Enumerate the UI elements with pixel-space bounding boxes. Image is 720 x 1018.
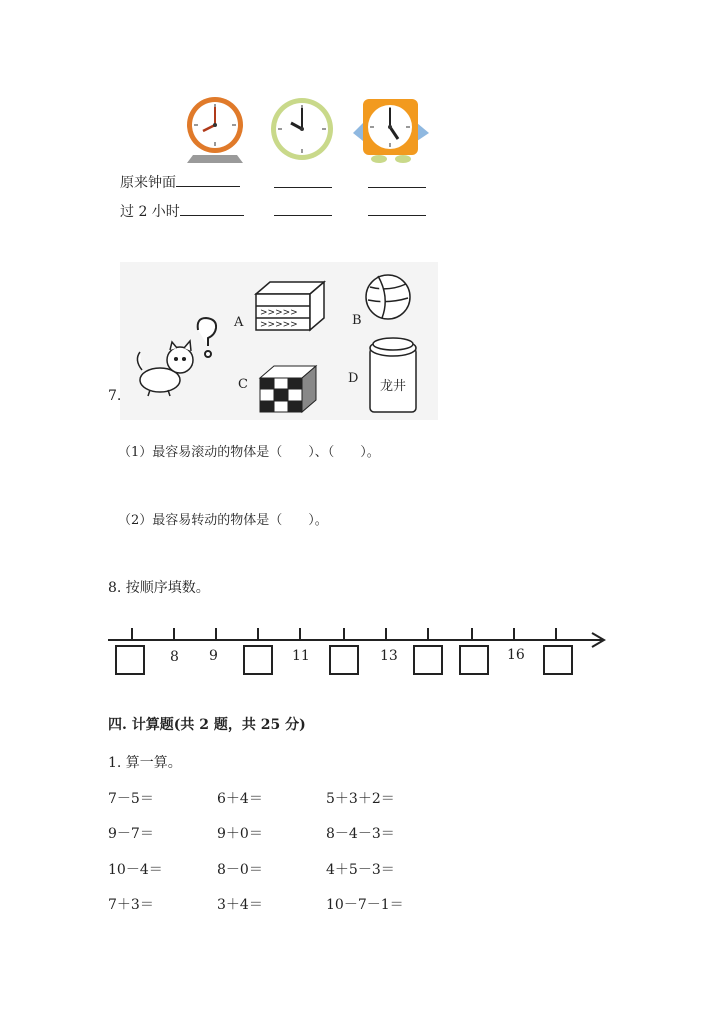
row-label-original: 原来钟面: [120, 175, 176, 191]
svg-text:>>>>>: >>>>>: [260, 320, 298, 330]
calc-item: 10－7－1＝: [326, 897, 404, 913]
answer-box[interactable]: [543, 645, 573, 675]
answer-box[interactable]: [329, 645, 359, 675]
checkered-cube-icon: [260, 366, 316, 412]
calc-item: 10－4＝: [108, 862, 163, 878]
round-wall-clock-icon: [271, 98, 333, 160]
number-label: 9: [209, 648, 218, 664]
option-label-b: B: [352, 313, 362, 328]
jar-label: 龙井: [380, 379, 407, 394]
clock-row-after: [120, 201, 244, 221]
q8-title: 8. 按顺序填数。: [108, 580, 210, 596]
q7-part2: （2）最容易转动的物体是（ ）。: [118, 513, 328, 528]
tick-marks: [132, 628, 556, 640]
option-label-c: C: [238, 377, 248, 392]
answer-blank[interactable]: [176, 185, 240, 187]
option-label-a: A: [234, 315, 244, 330]
row-label-after: 过 2 小时: [120, 204, 180, 220]
answer-box[interactable]: [459, 645, 489, 675]
calc-item: 7－5＝: [108, 791, 154, 807]
number-label: 11: [292, 648, 310, 664]
calc-item: 3＋4＝: [217, 897, 263, 913]
answer-blank[interactable]: [368, 187, 426, 188]
calc-item: 9－7＝: [108, 826, 154, 842]
answer-box[interactable]: [413, 645, 443, 675]
number-label: 8: [170, 649, 179, 665]
answer-box[interactable]: [115, 645, 145, 675]
square-clock-icon: [353, 99, 429, 163]
calc-item: 4＋5－3＝: [326, 862, 395, 878]
section-heading: 四. 计算题(共 2 题，共 25 分): [108, 717, 306, 733]
number-label: 13: [380, 648, 398, 664]
calc-item: 7＋3＝: [108, 897, 154, 913]
option-label-d: D: [348, 371, 359, 386]
calc-item: 8－0＝: [217, 862, 263, 878]
answer-blank[interactable]: [274, 187, 332, 188]
svg-text:>>>>>: >>>>>: [260, 308, 298, 318]
q1-title: 1. 算一算。: [108, 755, 182, 771]
alarm-clock-icon: [187, 97, 243, 163]
number-label: 16: [507, 647, 525, 663]
rectangular-box-icon: [256, 282, 324, 330]
answer-blank[interactable]: [368, 215, 426, 216]
calc-item: 9＋0＝: [217, 826, 263, 842]
calc-item: 6＋4＝: [217, 791, 263, 807]
clock-images: [185, 93, 440, 165]
answer-blank[interactable]: [274, 215, 332, 216]
clock-row-original: [120, 172, 240, 192]
answer-blank[interactable]: [180, 214, 244, 216]
question-number-7: 7.: [108, 388, 122, 404]
answer-box[interactable]: [243, 645, 273, 675]
tea-jar-icon: [370, 338, 416, 412]
ball-icon: [366, 275, 410, 319]
calc-item: 5＋3＋2＝: [326, 791, 395, 807]
q7-part1: （1）最容易滚动的物体是（ ）、（ ）。: [118, 445, 380, 460]
calc-item: 8－4－3＝: [326, 826, 395, 842]
q7-figure: [120, 262, 438, 420]
